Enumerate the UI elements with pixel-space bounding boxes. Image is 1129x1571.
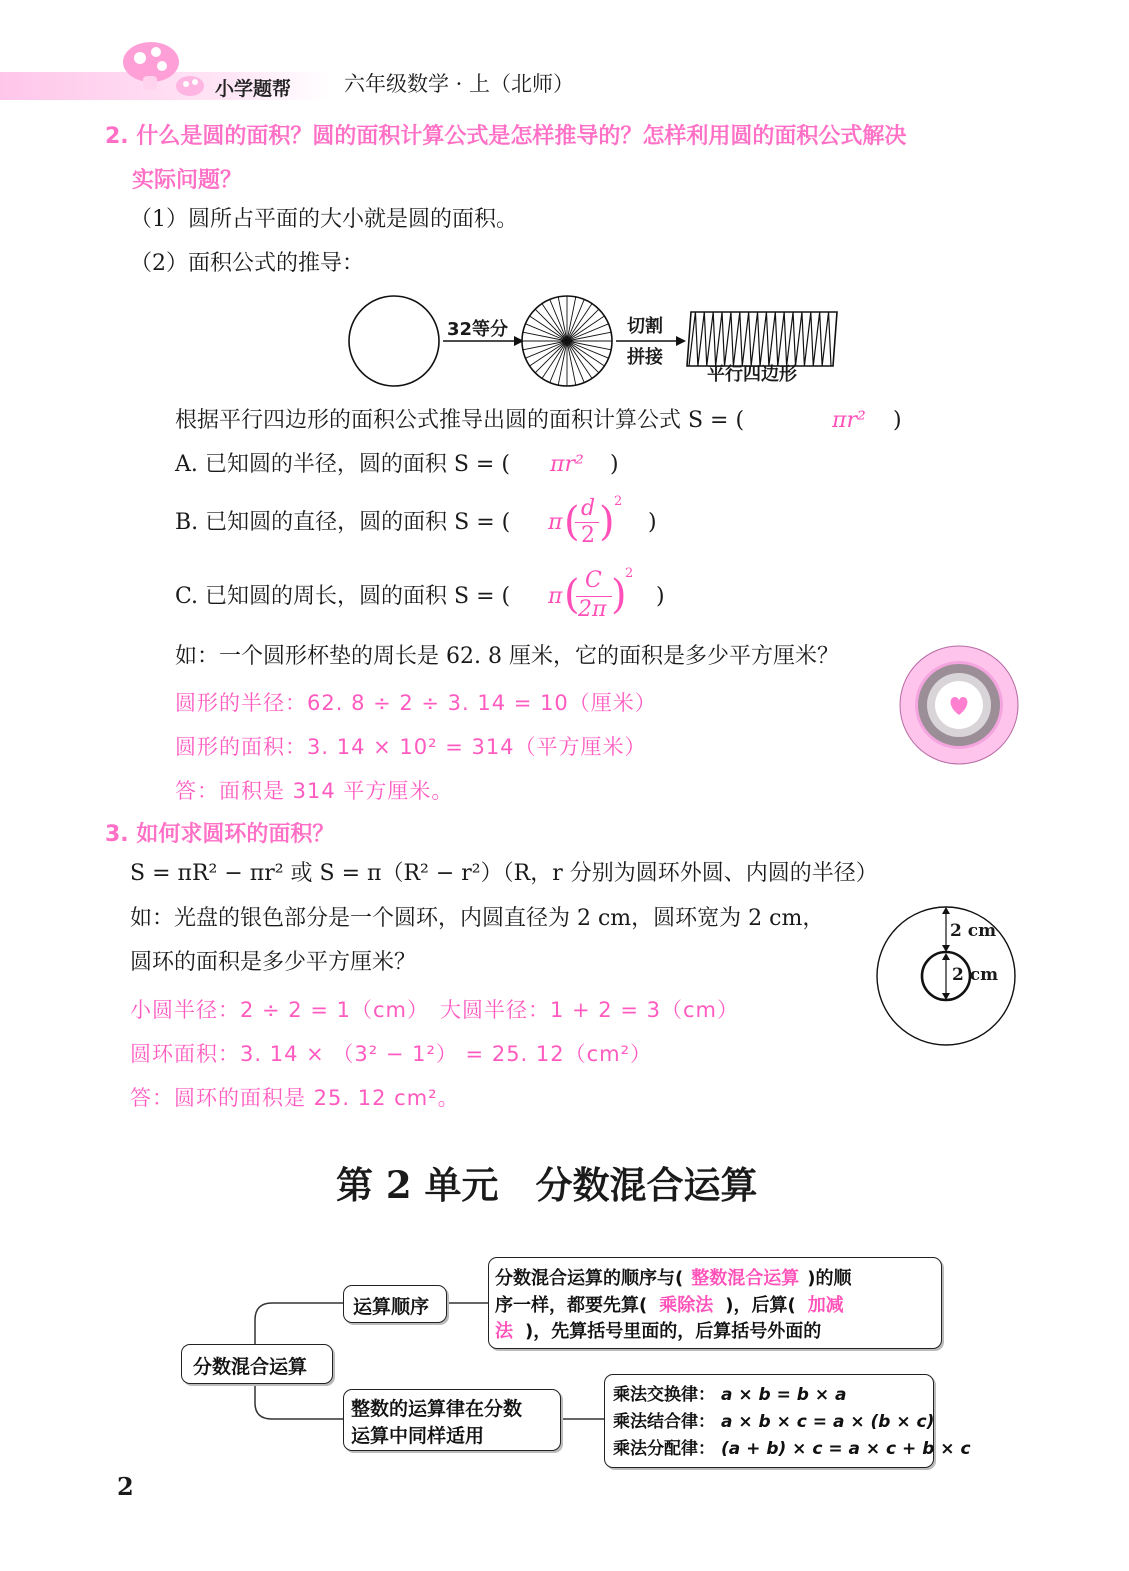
ring-answer-3: 答：圆环的面积是 25. 12 cm²。 [130,1086,460,1110]
c-pi: π [548,584,563,609]
order-ans2: 乘除法 [659,1295,714,1316]
coaster-answer-3: 答：面积是 314 平方厘米。 [175,779,454,803]
c-den: 2π [578,597,607,622]
q3-example-1: 如：光盘的银色部分是一个圆环，内圆直径为 2 cm，圆环宽为 2 cm， [130,906,825,931]
law1-formula: a × b = b × a [721,1385,847,1405]
q2-point1: （1）圆所占平面的大小就是圆的面积。 [130,207,518,232]
order-ans3b: 法 [495,1321,513,1342]
order-seg5: )，先算括号里面的，后算括号外面的 [525,1321,822,1342]
branch-order-node [343,1285,447,1323]
ring-answer-1b: 大圆半径：1 + 2 = 3（cm） [440,998,739,1022]
order-ans1: 整数混合运算 [691,1268,800,1289]
coaster-answer-1: 圆形的半径：62. 8 ÷ 2 ÷ 3. 14 = 10（厘米） [175,691,657,715]
order-ans3a: 加减 [807,1295,844,1316]
header-subtitle: 六年级数学 · 上（北师） [344,72,575,96]
coaster-answer-2: 圆形的面积：3. 14 × 10² = 314（平方厘米） [175,735,647,759]
b-num: d [581,496,596,521]
derive-close: ) [893,408,902,433]
derive-text: 根据平行四边形的面积公式推导出圆的面积计算公式 S = ( [175,408,745,433]
step-cut-label: 切割 [627,316,663,337]
case-b-answer: π ( d 2 ) 2 [548,494,623,548]
law3-name: 乘法分配律： [613,1439,715,1459]
inner-diameter-label: 2 cm [952,965,999,985]
order-detail-box [488,1257,942,1349]
order-seg2: )的顺 [807,1268,852,1289]
coaster-example: 如：一个圆形杯垫的周长是 62. 8 厘米，它的面积是多少平方厘米？ [175,644,839,669]
ring-answer-2: 圆环面积：3. 14 × （3² − 1²） = 25. 12（cm²） [130,1042,653,1066]
unit-title: 第 2 单元 分数混合运算 [336,1163,758,1207]
case-c-text: C. 已知圆的周长，圆的面积 S = ( [175,584,511,609]
law3-formula: (a + b) × c = a × c + b × c [721,1439,971,1459]
brand-title: 小学题帮 [215,78,292,100]
case-a-answer: πr² [550,452,584,477]
case-b-text: B. 已知圆的直径，圆的面积 S = ( [175,510,511,535]
q2-title-line2: 实际问题？ [132,168,243,193]
case-a-close: ) [610,452,619,477]
q3-example-2: 圆环的面积是多少平方厘米？ [130,950,417,975]
q3-formula: S = πR² − πr² 或 S = π（R² − r²）（R，r 分别为圆环外圆、内圆的半径） [130,861,878,886]
branch-order-label: 运算顺序 [353,1296,430,1318]
law1-name: 乘法交换律： [613,1385,715,1405]
branch-laws-node [343,1389,561,1451]
parallelogram-label: 平行四边形 [707,364,797,385]
c-exp: 2 [625,566,634,581]
q2-point2: （2）面积公式的推导： [130,251,364,276]
ring-width-label: 2 cm [950,921,997,941]
case-a-text: A. 已知圆的半径，圆的面积 S = ( [175,452,510,477]
derive-answer: πr² [832,408,866,433]
ring-answer-1a: 小圆半径：2 ÷ 2 = 1（cm） [130,998,429,1022]
root-label: 分数混合运算 [193,1356,308,1378]
step-join-label: 拼接 [627,347,663,368]
case-b-close: ) [648,510,657,535]
case-c-answer: π ( C 2π ) 2 [548,566,634,622]
order-seg1: 分数混合运算的顺序与( [495,1268,684,1289]
case-c-close: ) [656,584,665,609]
b-den: 2 [581,523,595,548]
b-exp: 2 [614,494,623,509]
branch-laws-line1: 整数的运算律在分数 [351,1398,523,1420]
branch-laws-line2: 运算中同样适用 [351,1425,485,1447]
b-pi: π [548,510,563,535]
step-32-label: 32等分 [447,319,509,340]
q2-title-line1: 2. 什么是圆的面积？圆的面积计算公式是怎样推导的？怎样利用圆的面积公式解决 [105,124,907,149]
law2-formula: a × b × c = a × (b × c) [721,1412,935,1432]
order-seg4: )，后算( [725,1295,796,1316]
order-seg3: 序一样，都要先算( [495,1295,648,1316]
page-number: 2 [117,1472,134,1501]
c-num: C [585,568,602,593]
law2-name: 乘法结合律： [613,1412,715,1432]
laws-detail-box [604,1374,971,1468]
q3-title: 3. 如何求圆环的面积？ [105,822,335,847]
root-node [181,1344,333,1384]
